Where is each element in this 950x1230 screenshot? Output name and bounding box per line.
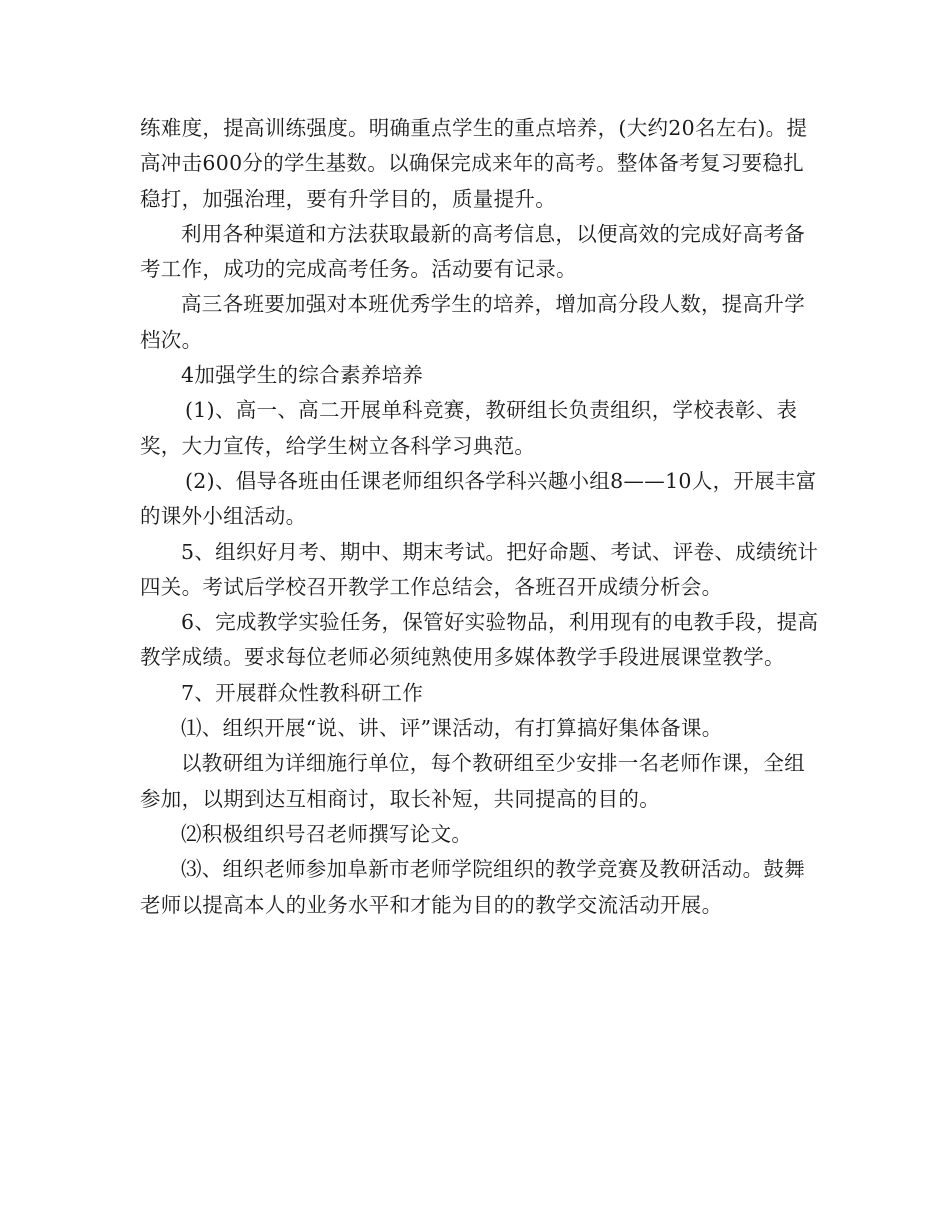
section-heading-7: 7、开展群众性教科研工作 bbox=[181, 680, 424, 705]
paragraph-7-2: ⑵积极组织号召老师撰写论文。 bbox=[181, 821, 473, 846]
paragraph-3: 高三各班要加强对本班优秀学生的培养，增加高分段人数，提高升学档次。 bbox=[140, 292, 805, 352]
paragraph-7-1: ⑴、组织开展“说、讲、评”课活动，有打算搞好集体备课。 bbox=[181, 716, 723, 741]
paragraph-2: 利用各种渠道和方法获取最新的高考信息，以便高效的完成好高考备考工作，成功的完成高考任务。活动要有记录。 bbox=[140, 221, 805, 282]
paragraph-4-1: (1)、高一、高二开展单科竞赛，教研组长负责组织，学校表彰、表奖，大力宣传，给学生树立各科学习典范。 bbox=[140, 398, 798, 458]
paragraph-6: 6、完成教学实验任务，保管好实验物品，利用现有的电教手段，提高教学成绩。要求每位老师必须纯熟使用多媒体教学手段进展课堂教学。 bbox=[140, 610, 819, 670]
paragraph-1: 练难度，提高训练强度。明确重点学生的重点培养，(大约20名左右)。提高冲击600分的学生基数。以确保完成来年的高考。整体备考复习要稳扎稳打，加强治理，要有升学目的，质量提升。 bbox=[140, 116, 808, 211]
paragraph-5: 5、组织好月考、期中、期末考试。把好命题、考试、评卷、成绩统计四关。考试后学校召开教学工作总结会，各班召开成绩分析会。 bbox=[140, 539, 819, 599]
paragraph-7-3: ⑶、组织老师参加阜新市老师学院组织的教学竞赛及教研活动。鼓舞老师以提高本人的业务水平和才能为目的的教学交流活动开展。 bbox=[140, 857, 805, 917]
section-heading-4: 4加强学生的综合素养培养 bbox=[181, 363, 424, 388]
paragraph-4-2: (2)、倡导各班由任课老师组织各学科兴趣小组8——10人，开展丰富的课外小组活动。 bbox=[140, 468, 817, 529]
paragraph-7-1-detail: 以教研组为详细施行单位，每个教研组至少安排一名老师作课，全组参加，以期到达互相商讨，取长补短，共同提高的目的。 bbox=[140, 751, 805, 811]
document-body bbox=[140, 111, 820, 923]
